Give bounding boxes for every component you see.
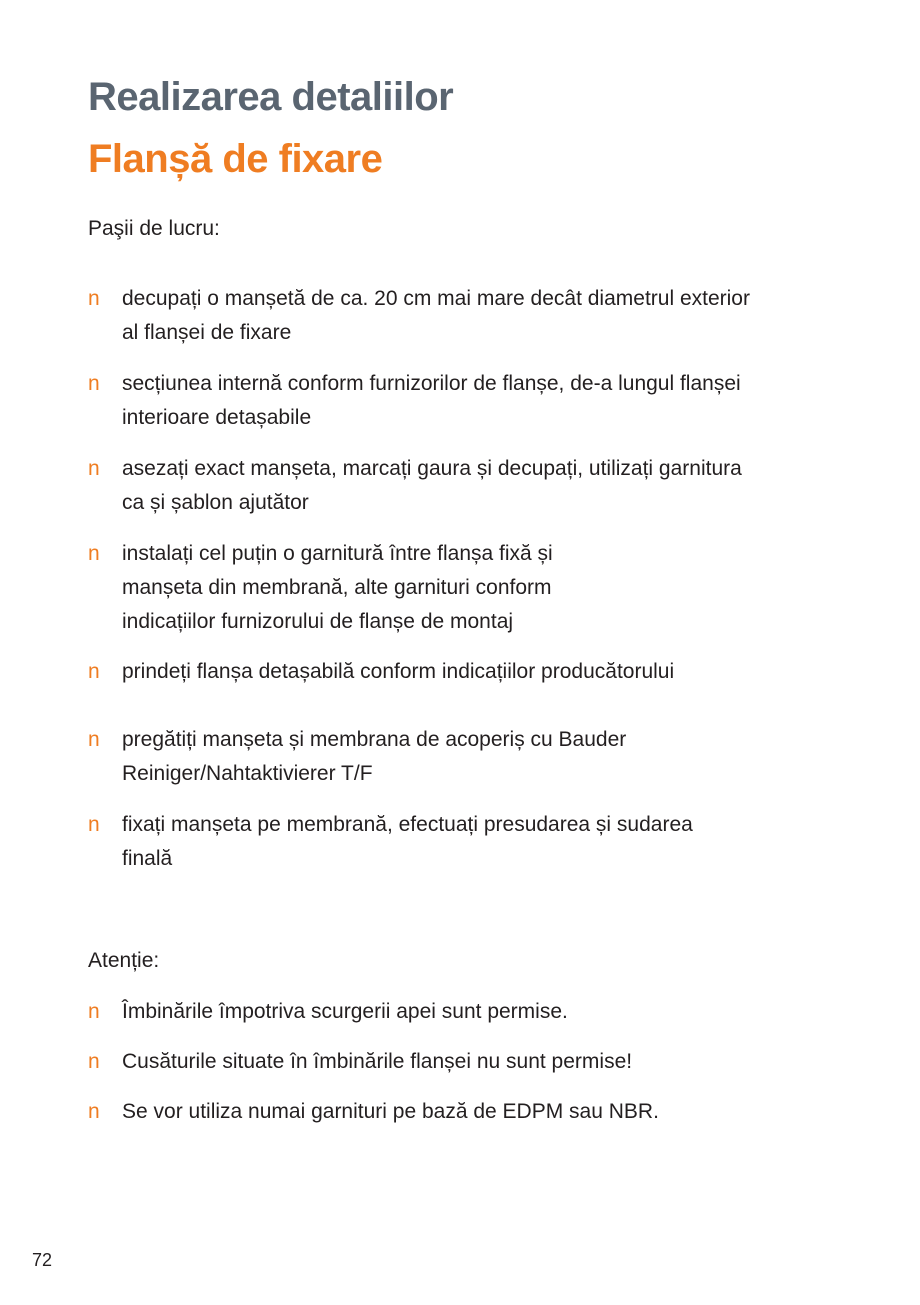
bullet-icon: n xyxy=(88,1050,100,1073)
bullet-icon: n xyxy=(88,728,100,751)
list-item-text: prindeți flanșa detașabilă conform indicațiilor producătorului xyxy=(122,660,675,683)
attention-label: Atenție: xyxy=(88,949,160,972)
list-item-text: Îmbinările împotriva scurgerii apei sunt permise. xyxy=(122,1000,568,1023)
list-item-text: asezați exact manșeta, marcați gaura și decupați, utilizați garnitura ca și șablon ajutător xyxy=(122,457,742,514)
bullet-icon: n xyxy=(88,660,100,683)
page-subtitle: Flanșă de fixare xyxy=(88,137,383,182)
list-item-text: decupați o manșetă de ca. 20 cm mai mare decât diametrul exterior al flanșei de fixare xyxy=(122,287,750,344)
bullet-icon: n xyxy=(88,542,100,565)
bullet-icon: n xyxy=(88,1000,100,1023)
steps-label: Paşii de lucru: xyxy=(88,217,220,240)
list-item-text: Cusăturile situate în îmbinările flanșei nu sunt permise! xyxy=(122,1050,633,1073)
list-item-text: secțiunea internă conform furnizorilor de flanșe, de-a lungul flanșei interioare detașabile xyxy=(122,372,741,429)
list-item-text: instalați cel puțin o garnitură între flanșa fixă și manșeta din membrană, alte garnituri conform indicațiilor furnizorului de flanșe de montaj xyxy=(122,542,553,633)
list-item-text: fixați manșeta pe membrană, efectuați presudarea și sudarea finală xyxy=(122,813,693,870)
bullet-icon: n xyxy=(88,372,100,395)
list-item-text: pregătiți manșeta și membrana de acoperiș cu Bauder Reiniger/Nahtaktivierer T/F xyxy=(122,728,627,785)
bullet-icon: n xyxy=(88,287,100,310)
list-item-text: Se vor utiliza numai garnituri pe bază de EDPM sau NBR. xyxy=(122,1100,659,1123)
bullet-icon: n xyxy=(88,457,100,480)
bullet-icon: n xyxy=(88,813,100,836)
page-number: 72 xyxy=(32,1250,53,1270)
page-title: Realizarea detaliilor xyxy=(88,74,454,119)
bullet-icon: n xyxy=(88,1100,100,1123)
